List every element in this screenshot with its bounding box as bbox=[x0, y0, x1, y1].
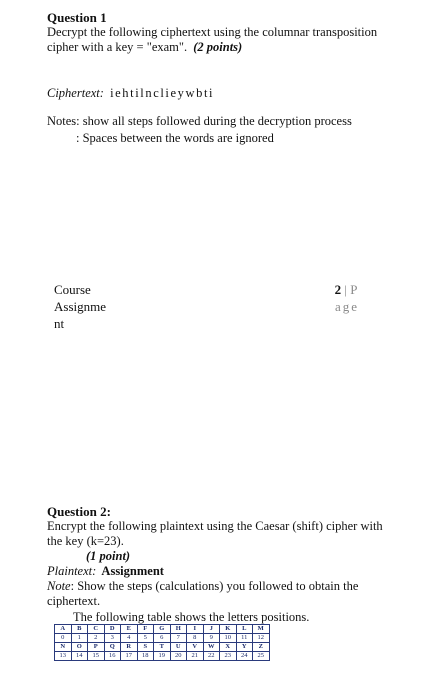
table-cell: D bbox=[104, 625, 121, 634]
question-1-prompt-line-1: Decrypt the following ciphertext using the columnar transposition bbox=[47, 25, 378, 39]
footer-course-line-1: Course bbox=[54, 282, 91, 297]
table-cell: 24 bbox=[236, 652, 253, 661]
table-cell: T bbox=[154, 643, 171, 652]
question-1-prompt-text: cipher with a key = "exam". bbox=[47, 40, 188, 54]
table-cell: 18 bbox=[137, 652, 154, 661]
table-cell: 9 bbox=[203, 634, 220, 643]
table-cell: U bbox=[170, 643, 187, 652]
table-cell: 13 bbox=[55, 652, 72, 661]
table-cell: 8 bbox=[187, 634, 204, 643]
table-cell: A bbox=[55, 625, 72, 634]
footer-course-line-2: Assignme bbox=[54, 299, 106, 314]
question-2-title: Question 2: bbox=[47, 504, 111, 519]
question-2-points: (1 point) bbox=[86, 549, 131, 563]
page-word-part-1: P bbox=[350, 282, 360, 297]
ciphertext-value: iehtilnclieywbti bbox=[110, 86, 215, 100]
table-cell: 12 bbox=[253, 634, 270, 643]
table-cell: R bbox=[121, 643, 138, 652]
table-cell: Y bbox=[236, 643, 253, 652]
table-cell: B bbox=[71, 625, 88, 634]
table-cell: 2 bbox=[88, 634, 105, 643]
footer-page-number bbox=[325, 281, 369, 315]
note-text: : Show the steps (calculations) you followed to obtain the bbox=[70, 579, 359, 593]
table-cell: 7 bbox=[170, 634, 187, 643]
letter-positions-table bbox=[54, 624, 270, 661]
page-separator: | bbox=[344, 282, 347, 297]
table-cell: M bbox=[253, 625, 270, 634]
table-cell: H bbox=[170, 625, 187, 634]
ciphertext-line bbox=[47, 86, 214, 101]
table-cell: Q bbox=[104, 643, 121, 652]
table-cell: 19 bbox=[154, 652, 171, 661]
table-row bbox=[55, 652, 270, 661]
table-cell: 0 bbox=[55, 634, 72, 643]
table-caption: The following table shows the letters positions. bbox=[73, 610, 310, 624]
table-cell: 16 bbox=[104, 652, 121, 661]
table-cell: W bbox=[203, 643, 220, 652]
table-cell: 15 bbox=[88, 652, 105, 661]
table-cell: 25 bbox=[253, 652, 270, 661]
table-row bbox=[55, 625, 270, 634]
ciphertext-label: Ciphertext: bbox=[47, 86, 104, 100]
table-cell: 10 bbox=[220, 634, 237, 643]
table-cell: 6 bbox=[154, 634, 171, 643]
table-cell: 11 bbox=[236, 634, 253, 643]
table-cell: I bbox=[187, 625, 204, 634]
note-label: Note bbox=[47, 579, 71, 593]
table-row bbox=[55, 643, 270, 652]
table-cell: 4 bbox=[121, 634, 138, 643]
table-cell: L bbox=[236, 625, 253, 634]
table-cell: O bbox=[71, 643, 88, 652]
footer-course-label bbox=[54, 281, 106, 332]
table-cell: V bbox=[187, 643, 204, 652]
table-cell: Z bbox=[253, 643, 270, 652]
question-2-prompt-line-2: the key (k=23). bbox=[47, 534, 124, 548]
question-1-points: (2 points) bbox=[193, 40, 243, 54]
question-2-note-line-1 bbox=[47, 579, 403, 594]
question-1-title: Question 1 bbox=[47, 10, 107, 25]
page-number: 2 bbox=[334, 282, 342, 297]
table-cell: X bbox=[220, 643, 237, 652]
table-cell: 5 bbox=[137, 634, 154, 643]
table-cell: K bbox=[220, 625, 237, 634]
table-cell: S bbox=[137, 643, 154, 652]
table-cell: F bbox=[137, 625, 154, 634]
table-cell: J bbox=[203, 625, 220, 634]
table-cell: 3 bbox=[104, 634, 121, 643]
table-cell: G bbox=[154, 625, 171, 634]
table-cell: 14 bbox=[71, 652, 88, 661]
question-2-note-line-2: ciphertext. bbox=[47, 594, 101, 608]
plaintext-value: Assignment bbox=[101, 564, 164, 578]
table-cell: 21 bbox=[187, 652, 204, 661]
plaintext-line bbox=[47, 564, 164, 579]
table-row bbox=[55, 634, 270, 643]
table-cell: N bbox=[55, 643, 72, 652]
footer-course-line-3: nt bbox=[54, 316, 65, 331]
table-cell: P bbox=[88, 643, 105, 652]
notes-line-1: Notes: show all steps followed during the decryption process bbox=[47, 114, 352, 128]
table-cell: 23 bbox=[220, 652, 237, 661]
table-cell: C bbox=[88, 625, 105, 634]
table-cell: E bbox=[121, 625, 138, 634]
question-2-prompt-line-1: Encrypt the following plaintext using the Caesar (shift) cipher with bbox=[47, 519, 383, 533]
table-cell: 17 bbox=[121, 652, 138, 661]
plaintext-label: Plaintext: bbox=[47, 564, 97, 578]
question-1-prompt-line-2 bbox=[47, 40, 403, 55]
page-word-part-2: age bbox=[334, 299, 360, 314]
table-cell: 22 bbox=[203, 652, 220, 661]
table-cell: 20 bbox=[170, 652, 187, 661]
table-cell: 1 bbox=[71, 634, 88, 643]
notes-line-2: : Spaces between the words are ignored bbox=[76, 131, 274, 145]
